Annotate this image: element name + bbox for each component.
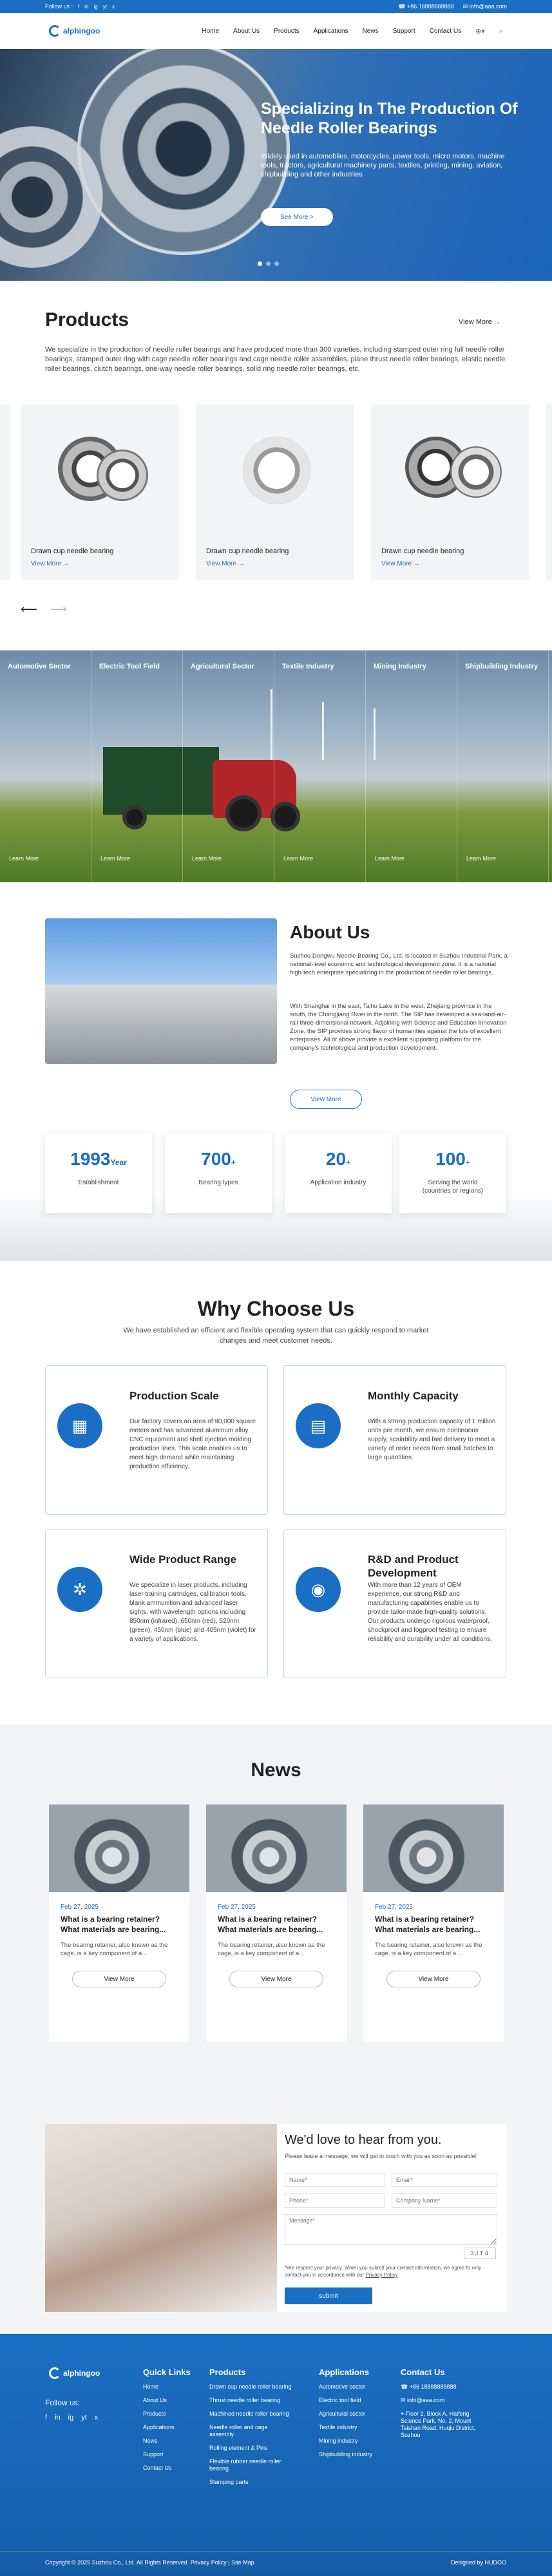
learn-more-link[interactable]: Learn More — [100, 855, 131, 862]
product-card-partial[interactable] — [546, 404, 552, 580]
email-field[interactable] — [392, 2173, 497, 2187]
footer-phone[interactable]: ☎ +86 18888888888 — [401, 2383, 457, 2390]
stat-card: 1993Year Establishment — [45, 1133, 152, 1213]
hero-description: Widely used in automobiles, motorcycles, power tools, micro motors, machine tools, tractors, agricultural machinery parts, textiles, printing, mining, aviation, shipbuilding and other industries — [261, 153, 505, 178]
footer-link[interactable]: Products — [143, 2410, 166, 2417]
footer-link[interactable]: Drawn cup needle roller bearing — [209, 2383, 292, 2390]
location-icon: ⌖ — [401, 2410, 406, 2417]
footer-link[interactable]: Applications — [143, 2424, 175, 2430]
footer-link[interactable]: About Us — [143, 2397, 167, 2403]
bearing-image — [77, 49, 290, 255]
product-image — [402, 430, 499, 507]
globe-icon[interactable]: ⊕▾ — [475, 27, 485, 35]
about-section — [0, 882, 552, 1261]
nav-applications[interactable]: Applications — [313, 27, 348, 35]
news-view-more-button[interactable]: View More — [386, 1971, 481, 1987]
hero-title: Specializing In The Production Of Needle Roller Bearings — [261, 100, 518, 137]
products-section — [0, 281, 552, 650]
footer — [0, 2334, 552, 2576]
about-text: With Shanghai in the east, Taihu Lake in the west, Zhejiang province in the south, the Changjiang River in the north. The SIP has developed a sea-land-air-rail three-dimensional network. Adjoining with Science and Education Innovation Zone, the SIP provides strong flavor of humanities against the lots of excellent enterprises. All of above provide a excellent supporting platform for the company's technological and production development. — [290, 1003, 507, 1052]
designed-by: Designed by HUDOO — [451, 2559, 507, 2566]
footer-social — [45, 2414, 98, 2421]
facebook-icon[interactable]: f — [78, 3, 80, 10]
footer-products: Products Drawn cup needle roller bearing Thrust needle roller bearing Machined needle roller bearing Needle roller and cage assembly Rolling element & Pins Flexible rubber needle roller bearing Stamping parts — [209, 2367, 293, 2492]
phone-field[interactable] — [285, 2193, 385, 2208]
footer-link[interactable]: Shipbuilding industry — [319, 2451, 373, 2458]
footer-link[interactable]: Machined needle roller bearing — [209, 2410, 289, 2417]
footer-email[interactable]: ✉ info@aaa.com — [401, 2397, 445, 2403]
company-field[interactable] — [392, 2193, 497, 2208]
x-icon[interactable]: x — [111, 3, 115, 10]
mail-icon: ✉ — [401, 2397, 408, 2403]
news-headline[interactable]: What is a bearing retainer? What materials are bearing... — [61, 1915, 166, 1934]
feature-card: ▦ Production Scale Our factory covers an area of 90,000 square meters and has advanced aluminum alloy CNC equipment and shell ejection molding production lines. This scale enables us to meet high demand while maintaining production efficiency. — [45, 1365, 268, 1515]
news-title: News — [251, 1759, 301, 1781]
email-link[interactable]: ✉ info@aaa.com — [462, 3, 507, 10]
linkedin-icon[interactable]: in — [84, 3, 89, 10]
nav-news[interactable]: News — [362, 27, 379, 35]
news-card[interactable] — [49, 1804, 189, 2041]
main-nav — [0, 13, 552, 49]
footer-link[interactable]: Stamping parts — [209, 2479, 249, 2485]
nav-contact[interactable]: Contact Us — [429, 27, 462, 35]
product-carousel-arrows — [21, 603, 67, 616]
news-image — [206, 1804, 347, 1892]
news-excerpt: The bearing retainer, also known as the cage, is a key component of a... — [375, 1942, 482, 1957]
name-field[interactable] — [285, 2173, 385, 2187]
footer-address: ⌖ Floor 2, Block A, Haifeng Science Park, No. 2, Mount Taishan Road, Huqiu District, Suzhou — [401, 2410, 476, 2438]
news-headline[interactable]: What is a bearing retainer? What materials are bearing... — [375, 1915, 481, 1934]
top-bar — [0, 0, 552, 13]
instagram-icon[interactable]: ig — [93, 3, 98, 10]
tab-automotive[interactable]: Automotive Sector — [8, 663, 71, 670]
logo-mark-icon — [49, 2367, 61, 2379]
footer-link[interactable]: Rolling element & Pins — [209, 2445, 268, 2451]
carousel-dot[interactable] — [258, 261, 262, 266]
tab-shipbuilding[interactable]: Shipbuilding Industry — [465, 663, 538, 670]
learn-more-link[interactable]: Learn More — [283, 855, 314, 862]
footer-link[interactable]: Textile industry — [319, 2424, 357, 2430]
footer-follow-label: Follow us: — [45, 2398, 81, 2407]
mail-icon: ✉ — [462, 3, 468, 10]
footer-link[interactable]: Thrust needle roller bearing — [209, 2397, 281, 2403]
calendar-icon: ▤ — [296, 1403, 341, 1448]
news-excerpt: The bearing retainer, also known as the cage, is a key component of a... — [61, 1942, 168, 1957]
footer-link[interactable]: Support — [143, 2451, 164, 2458]
learn-more-link[interactable]: Learn More — [192, 855, 222, 862]
product-name: Drawn cup needle bearing — [381, 547, 464, 555]
learn-more-link[interactable]: Learn More — [9, 855, 39, 862]
contact-intro: Please leave a message, we will get in touch with you as soon as possible! — [285, 2153, 477, 2159]
nav-products[interactable]: Products — [274, 27, 300, 35]
footer-link[interactable]: Mining industry — [319, 2438, 358, 2444]
product-view-more[interactable]: View More → — [381, 560, 420, 567]
feature-card: ◉ R&D and Product Development With more than 12 years of OEM experience, our strong R&D and manufacturing capabilities enable us to provide tailor-made high-quality solutions. Our products undergo rigorous waterproof, shockproof and fogproof testing to ensure reliability and durability under all conditions. — [283, 1529, 506, 1678]
search-icon[interactable]: ⌕ — [499, 26, 503, 35]
captcha-image[interactable]: 3JT4 — [464, 2248, 496, 2259]
industry-section — [0, 650, 552, 882]
footer-link[interactable]: Home — [143, 2383, 159, 2390]
product-view-more[interactable]: View More → — [206, 560, 245, 567]
footer-link[interactable]: Flexible rubber needle roller bearing — [209, 2458, 281, 2472]
tab-textile[interactable]: Textile Industry — [282, 663, 334, 670]
footer-link[interactable]: Agricultural sector — [319, 2410, 366, 2417]
industry-tabs — [0, 662, 552, 671]
products-title: Products — [45, 309, 129, 330]
product-card[interactable] — [196, 404, 354, 580]
see-more-button[interactable]: See More > — [261, 208, 333, 226]
arrow-left-icon[interactable]: ⟵ — [21, 603, 37, 616]
products-description: We specialize in the production of needle roller bearings and have produced more than 300 varieties, including stamped outer ring full needle roller bearings, stamped outer ring with cage needle roller bearings and cage needle roller assemblies, plane thrust needle roller bearings, elastic needle roller bearings, clutch bearings, one-way needle roller bearings, solid ring needle roller bearings, etc. — [45, 346, 506, 373]
learn-more-link[interactable]: Learn More — [466, 855, 497, 862]
linkedin-icon[interactable]: in — [55, 2414, 61, 2421]
contact-title: We'd love to hear from you. — [285, 2133, 442, 2147]
product-image — [227, 430, 323, 507]
product-card[interactable] — [21, 404, 179, 580]
learn-more-link[interactable]: Learn More — [375, 855, 405, 862]
news-excerpt: The bearing retainer, also known as the cage, is a key component of a... — [218, 1942, 325, 1957]
stat-card: 20+ Application industry — [285, 1133, 392, 1213]
footer-quick-links: Quick Links Home About Us Products Applications News Support Contact Us — [143, 2367, 227, 2478]
news-view-more-button[interactable]: View More — [229, 1971, 323, 1987]
carousel-dot[interactable] — [266, 261, 271, 266]
footer-link[interactable]: News — [143, 2438, 158, 2444]
footer-applications: Applications Automotive sector Electric tool field Agricultural sector Textile industry Mining industry Shipbuilding industry — [319, 2367, 403, 2465]
news-image — [363, 1804, 504, 1892]
contact-photo — [45, 2124, 277, 2312]
company-photo — [45, 918, 277, 1064]
nav-about[interactable]: About Us — [233, 27, 260, 35]
footer-link[interactable]: Electric tool field — [319, 2397, 361, 2403]
product-card[interactable] — [371, 404, 529, 580]
why-title: Why Choose Us — [197, 1297, 355, 1320]
phone-icon: ☎ — [398, 3, 406, 10]
news-date: Feb 27, 2025 — [375, 1904, 413, 1911]
factory-icon: ▦ — [57, 1403, 102, 1448]
facebook-icon[interactable]: f — [45, 2414, 48, 2421]
why-subtitle: We have established an efficient and flexible operating system that can quickly respond to market changes and meet customer needs. — [123, 1327, 429, 1345]
news-headline[interactable]: What is a bearing retainer? What materials are bearing... — [218, 1915, 323, 1934]
hero-banner — [0, 49, 552, 281]
contact-form — [277, 2124, 506, 2312]
footer-link[interactable]: Needle roller and cage assembly — [209, 2424, 268, 2438]
tab-agricultural[interactable]: Agricultural Sector — [191, 663, 255, 670]
carousel-dot[interactable] — [274, 261, 279, 266]
product-image — [52, 430, 148, 507]
about-title: About Us — [290, 922, 370, 942]
submit-button[interactable]: submit — [285, 2287, 372, 2304]
about-text: Suzhou Dongwu Needle Bearing Co., Ltd. is located in Suzhou Industrial Park, a national-level economic and technological development zone. It is a national high-tech enterprise specializing in the production of needle roller bearings. — [290, 952, 508, 976]
nav-home[interactable]: Home — [202, 27, 220, 35]
news-section — [0, 1725, 552, 2111]
message-field[interactable] — [285, 2214, 497, 2245]
stat-card: 700+ Bearing types — [165, 1133, 272, 1213]
about-view-more-button[interactable]: View More — [290, 1090, 362, 1109]
phone-link[interactable]: ☎ +86 18888888888 — [398, 3, 454, 10]
tab-mining[interactable]: Mining Industry — [374, 663, 426, 670]
x-icon[interactable]: x — [94, 2414, 99, 2421]
news-image — [49, 1804, 189, 1892]
contact-section — [0, 2111, 552, 2334]
phone-icon: ☎ — [401, 2383, 410, 2390]
news-date: Feb 27, 2025 — [218, 1904, 256, 1911]
arrow-right-icon: → — [493, 318, 501, 326]
follow-label: Follow us : — [45, 3, 73, 10]
news-date: Feb 27, 2025 — [61, 1904, 99, 1911]
arrow-right-icon[interactable]: ⟶ — [50, 603, 67, 616]
carousel-dots — [258, 261, 279, 266]
engineer-icon: ◉ — [296, 1567, 341, 1612]
privacy-note: *We respect your privacy. When you submit your contact information, we agree to only contact you in accordance with our Privacy Policy — [285, 2265, 482, 2278]
network-icon: ✲ — [57, 1567, 102, 1612]
privacy-policy-link[interactable]: Privacy Policy — [365, 2272, 398, 2278]
feature-card: ▤ Monthly Capacity With a strong production capacity of 1 million units per month, we ensure continuous supply, scalability and fast delivery to meet a variety of order needs from small batches to large quantities. — [283, 1365, 506, 1515]
logo[interactable]: alphingoo — [49, 25, 100, 37]
follow-us — [45, 3, 115, 10]
products-view-more[interactable]: View More → — [459, 318, 501, 326]
copyright: Copyright © 2025 Suzhou Co., Ltd. All Rights Reserved. Privacy Policy | Site Map — [45, 2559, 254, 2566]
footer-link[interactable]: Contact Us — [143, 2465, 172, 2471]
feature-card: ✲ Wide Product Range We specialize in laser products, including laser training cartridges, calibration tools, blank ammunition and advanced laser sights, with wavelength options including 850nm (infrared), 650nm (red), 520nm (green), 450nm (blue) and 405nm (violet) for a variety of applications. — [45, 1529, 268, 1678]
footer-link[interactable]: Automotive sector — [319, 2383, 366, 2390]
footer-logo[interactable]: alphingoo — [49, 2367, 100, 2379]
stat-card: 100+ Serving the world (countries or regions) — [399, 1133, 506, 1213]
tab-electric-tool[interactable]: Electric Tool Field — [99, 663, 160, 670]
news-view-more-button[interactable]: View More — [72, 1971, 166, 1987]
nav-support[interactable]: Support — [392, 27, 415, 35]
youtube-icon[interactable]: yt — [102, 3, 107, 10]
product-view-more[interactable]: View More → — [31, 560, 70, 567]
logo-mark-icon — [49, 25, 61, 37]
news-card[interactable] — [363, 1804, 504, 2041]
news-card[interactable] — [206, 1804, 347, 2041]
product-name: Drawn cup needle bearing — [31, 547, 114, 555]
product-card-partial[interactable] — [0, 404, 10, 580]
product-name: Drawn cup needle bearing — [206, 547, 289, 555]
instagram-icon[interactable]: ig — [68, 2414, 74, 2421]
footer-contact: Contact Us ☎ +86 18888888888 ✉ info@aaa.com ⌖ Floor 2, Block A, Haifeng Science Park, No. 2, Mount Taishan Road, Huqiu District, Suzhou — [401, 2367, 484, 2445]
youtube-icon[interactable]: yt — [81, 2414, 87, 2421]
why-choose-us-section — [0, 1261, 552, 1725]
